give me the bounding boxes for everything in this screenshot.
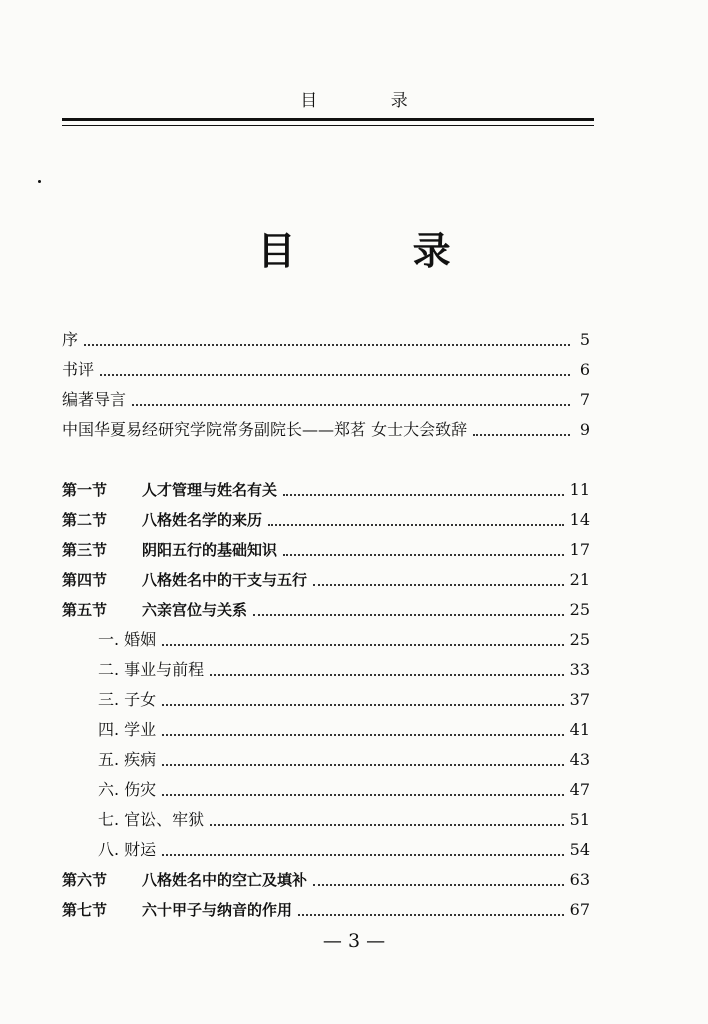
toc-section-2[interactable] <box>62 504 590 530</box>
section-number: 第三节 <box>62 541 108 559</box>
dot-leader <box>268 524 564 526</box>
toc-entry-label: 四. 学业 <box>98 720 157 739</box>
dot-leader <box>162 794 563 796</box>
toc-entry-page: 7 <box>579 390 590 409</box>
toc-subsection-4[interactable] <box>98 714 590 740</box>
dot-leader <box>283 494 564 496</box>
section-number: 第二节 <box>62 511 108 529</box>
toc-subsection-1[interactable] <box>98 624 590 650</box>
toc-entry-review[interactable] <box>62 354 590 380</box>
toc-entry-page: 43 <box>569 750 590 769</box>
toc-entry-page: 11 <box>569 480 590 499</box>
toc-entry-page: 37 <box>569 690 590 709</box>
toc-entry-page: 25 <box>569 630 590 649</box>
toc-entry-page: 14 <box>569 510 590 529</box>
section-title: 六亲宫位与关系 <box>142 601 248 619</box>
section-number: 第一节 <box>62 481 108 499</box>
toc-entry-label: 六. 伤灾 <box>98 780 157 799</box>
section-title: 八格姓名学的来历 <box>142 511 263 529</box>
dot-leader <box>313 884 564 886</box>
toc-entry-page: 17 <box>569 540 590 559</box>
toc-entry-page: 21 <box>569 570 590 589</box>
toc-entry-page: 63 <box>569 870 590 889</box>
dot-leader <box>84 344 570 346</box>
section-title: 人才管理与姓名有关 <box>142 481 278 499</box>
toc-entry-page: 47 <box>569 780 590 799</box>
dot-leader <box>210 674 563 676</box>
toc-section-6[interactable] <box>62 864 590 890</box>
section-title: 八格姓名中的空亡及填补 <box>142 871 308 889</box>
toc-entry-introduction[interactable] <box>62 384 590 410</box>
toc-entry-label: 序 <box>62 330 79 349</box>
section-number: 第七节 <box>62 901 108 919</box>
toc-entry-page: 51 <box>569 810 590 829</box>
running-head: 目 录 <box>300 91 442 111</box>
toc-subsection-2[interactable] <box>98 654 590 680</box>
section-number: 第五节 <box>62 601 108 619</box>
toc-entry-label: 一. 婚姻 <box>98 630 157 649</box>
dot-leader <box>313 584 564 586</box>
toc-entry-label: 五. 疾病 <box>98 750 157 769</box>
toc-section-3[interactable] <box>62 534 590 560</box>
dot-leader <box>298 914 564 916</box>
dot-leader <box>473 434 570 436</box>
toc-section-5[interactable] <box>62 594 590 620</box>
section-title: 六十甲子与纳音的作用 <box>142 901 293 919</box>
toc-subsection-7[interactable] <box>98 804 590 830</box>
dot-leader <box>210 824 563 826</box>
toc-section-1[interactable] <box>62 474 590 500</box>
toc-section-7[interactable] <box>62 894 590 920</box>
toc-subsection-6[interactable] <box>98 774 590 800</box>
section-number: 第六节 <box>62 871 108 889</box>
section-number: 第四节 <box>62 571 108 589</box>
dot-leader <box>162 704 563 706</box>
page-title: 目 录 <box>257 228 503 273</box>
toc-entry-label: 三. 子女 <box>98 690 157 709</box>
toc-entry-page: 6 <box>579 360 590 379</box>
toc-section-4[interactable] <box>62 564 590 590</box>
section-title: 阴阳五行的基础知识 <box>142 541 278 559</box>
toc-entry-page: 9 <box>579 420 590 439</box>
toc-entry-label: 书评 <box>62 360 95 379</box>
toc-entry-label: 中国华夏易经研究学院常务副院长——郑茗 女士大会致辞 <box>62 420 468 439</box>
toc-entry-label: 八. 财运 <box>98 840 157 859</box>
toc-subsection-8[interactable] <box>98 834 590 860</box>
toc-entry-page: 5 <box>579 330 590 349</box>
toc-entry-label: 编著导言 <box>62 390 127 409</box>
toc-entry-page: 41 <box>569 720 590 739</box>
dot-leader <box>253 614 564 616</box>
dot-leader <box>162 734 563 736</box>
header-rule-thick <box>62 118 594 121</box>
header-rule-thin <box>62 125 594 126</box>
dot-leader <box>162 644 563 646</box>
toc-subsection-5[interactable] <box>98 744 590 770</box>
toc-entry-label: 七. 官讼、牢狱 <box>98 810 205 829</box>
dot-leader <box>283 554 564 556</box>
dot-leader <box>132 404 570 406</box>
toc-entry-page: 25 <box>569 600 590 619</box>
toc-entry-page: 54 <box>569 840 590 859</box>
toc-entry-label: 二. 事业与前程 <box>98 660 205 679</box>
section-title: 八格姓名中的干支与五行 <box>142 571 308 589</box>
toc-entry-page: 33 <box>569 660 590 679</box>
toc-entry-preface[interactable] <box>62 324 590 350</box>
scan-speck <box>38 180 41 183</box>
toc-entry-speech[interactable] <box>62 414 590 440</box>
toc-entry-page: 67 <box>569 900 590 919</box>
dot-leader <box>162 764 563 766</box>
toc-subsection-3[interactable] <box>98 684 590 710</box>
dot-leader <box>100 374 570 376</box>
page-number: — 3 — <box>322 930 386 952</box>
dot-leader <box>162 854 563 856</box>
